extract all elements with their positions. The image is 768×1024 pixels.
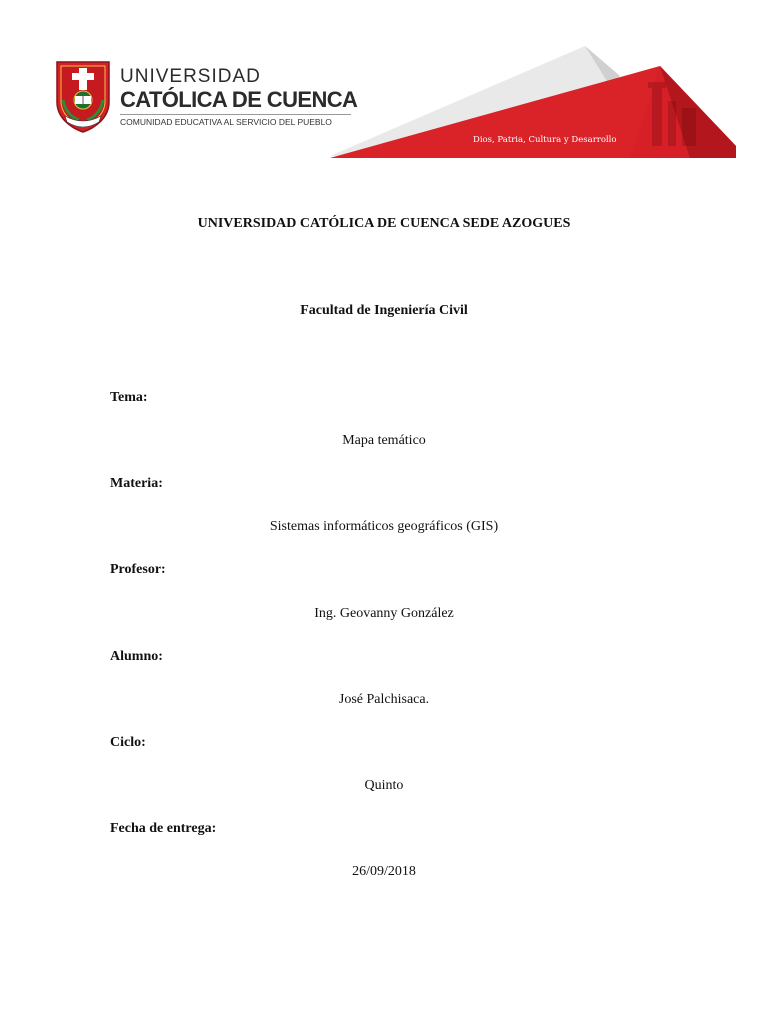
logo-line-catolica: CATÓLICA DE CUENCA: [120, 87, 358, 112]
field-label-fecha: Fecha de entrega:: [110, 821, 217, 836]
faculty-title: Facultad de Ingeniería Civil: [300, 303, 468, 318]
logo-line-universidad: UNIVERSIDAD: [120, 66, 261, 87]
field-value-profesor: Ing. Geovanny González: [314, 606, 454, 621]
document-header: [0, 0, 768, 165]
field-value-alumno: José Palchisaca.: [338, 692, 430, 707]
field-label-alumno: Alumno:: [110, 649, 163, 664]
field-value-materia: Sistemas informáticos geográficos (GIS): [269, 519, 499, 534]
field-label-materia: Materia:: [110, 476, 163, 491]
field-value-tema: Mapa temático: [342, 433, 426, 448]
university-crest-icon: [53, 60, 113, 134]
university-logo-text: [120, 66, 360, 128]
logo-tagline: COMUNIDAD EDUCATIVA AL SERVICIO DEL PUEBLO: [120, 114, 351, 128]
field-label-ciclo: Ciclo:: [110, 735, 146, 750]
field-value-fecha: 26/09/2018: [352, 864, 416, 879]
institution-title: UNIVERSIDAD CATÓLICA DE CUENCA SEDE AZOGUES: [197, 216, 571, 231]
field-label-profesor: Profesor:: [110, 562, 166, 577]
field-label-tema: Tema:: [110, 390, 148, 405]
university-motto: Dios, Patria, Cultura y Desarrollo: [473, 135, 617, 145]
field-value-ciclo: Quinto: [364, 778, 404, 793]
